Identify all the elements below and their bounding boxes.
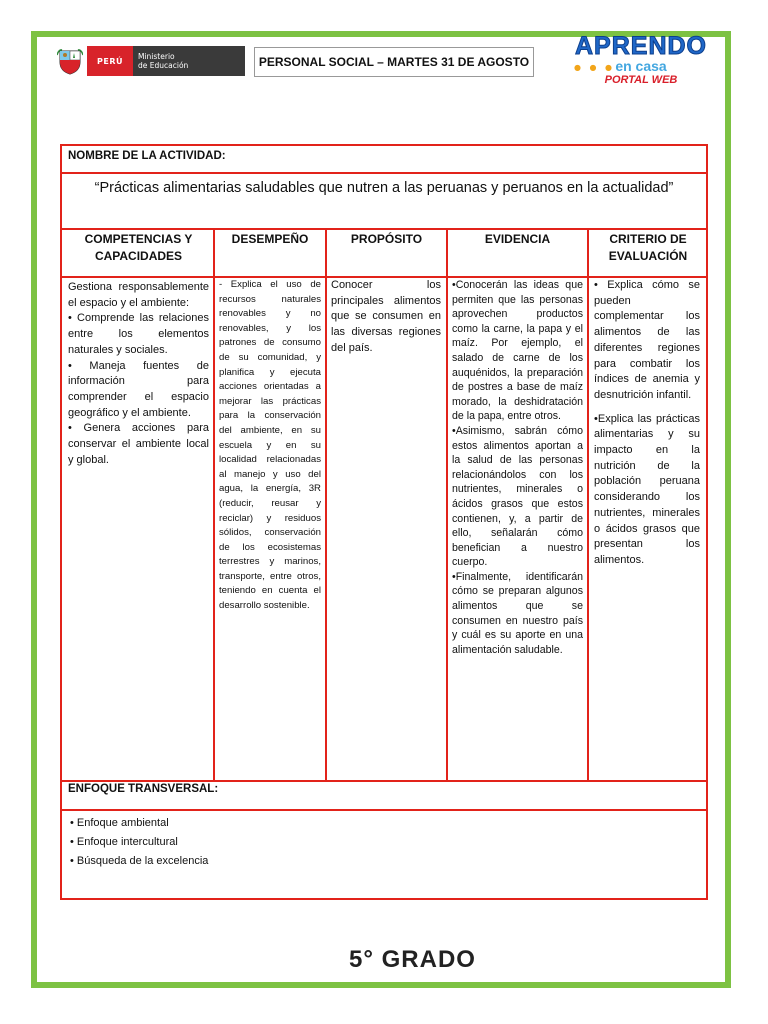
enfoque-item: • Enfoque intercultural bbox=[70, 836, 178, 848]
ministry-line-1: Ministerio bbox=[138, 52, 175, 61]
competencia-item: Gestiona responsablemente el espacio y el ambiente: bbox=[68, 281, 209, 309]
minedu-logo bbox=[57, 46, 245, 76]
peru-coat-of-arms-icon bbox=[57, 47, 83, 75]
ministry-label bbox=[133, 46, 245, 76]
peru-label: PERÚ bbox=[87, 46, 133, 76]
evidencia-item: •Conocerán las ideas que permiten que las personas aprovechen productos como la carne, la papa y el maíz. Por ejemplo, el salado de carne de los auquénidos, la preparación de postres a base de maíz morado, la deshidratación de la papa, entre otros. bbox=[452, 279, 583, 423]
aprendo-en-casa-logo bbox=[566, 32, 716, 90]
competencias-cell bbox=[68, 280, 209, 468]
column-header-evidencia: EVIDENCIA bbox=[484, 232, 551, 246]
evidencia-item: •Asimismo, sabrán cómo estos alimentos aportan a la salud de las personas relacionándolos con los nutrientes, minerales o ácidos grasos que estos contienen, y, a partir de ello, señalarán cómo benefician a nuestro cuerpo. bbox=[452, 424, 583, 569]
activity-title: “Prácticas alimentarias saludables que nutren a las peruanas y peruanos en la actualidad” bbox=[94, 180, 674, 196]
ministry-line-2: de Educación bbox=[138, 61, 189, 70]
grade-label: 5° GRADO bbox=[349, 946, 476, 973]
criterio-cell bbox=[594, 278, 700, 569]
brand-line-2: en casa bbox=[615, 58, 667, 74]
column-header-desempeno: DESEMPEÑO bbox=[231, 232, 309, 246]
column-header-criterio: CRITERIO DE EVALUACIÓN bbox=[608, 232, 688, 263]
competencia-item: • Genera acciones para conservar el ambiente local y global. bbox=[68, 422, 209, 466]
column-header-competencias: COMPETENCIAS Y CAPACIDADES bbox=[84, 232, 193, 263]
evidencia-item: •Finalmente, identificarán cómo se preparan algunos alimentos que se consumen en nuestro país y cuál es su aporte en una alimentación saludable. bbox=[452, 570, 583, 656]
enfoques-list bbox=[70, 814, 690, 871]
decorative-dots-icon: ● ● ● bbox=[574, 63, 616, 72]
competencia-item: • Comprende las relaciones entre los elementos naturales y sociales. bbox=[68, 312, 209, 356]
activity-label: NOMBRE DE LA ACTIVIDAD: bbox=[68, 150, 226, 162]
competencia-item: • Maneja fuentes de información para comprender el espacio geográfico y el ambiente. bbox=[68, 359, 209, 419]
brand-line-1: APRENDO bbox=[574, 32, 707, 60]
criterio-item: •Explica las prácticas alimentarias y su impacto en la nutrición de la población peruana considerando los nutrientes, minerales o ácidos grasos que presentan los alimentos. bbox=[594, 412, 700, 566]
brand-line-3: PORTAL WEB bbox=[604, 74, 678, 86]
enfoque-label: ENFOQUE TRANSVERSAL: bbox=[68, 783, 219, 795]
activity-table bbox=[60, 144, 708, 900]
criterio-item: • Explica cómo se pueden complementar los alimentos de las diferentes regiones para combatir los índices de anemia y desnutrición infantil. bbox=[594, 279, 700, 401]
proposito-cell: Conocer los principales alimentos que se consumen en las diversas regiones del país. bbox=[331, 279, 441, 354]
column-header-proposito: PROPÓSITO bbox=[350, 232, 423, 246]
page-title: PERSONAL SOCIAL – MARTES 31 DE AGOSTO bbox=[254, 47, 534, 77]
enfoque-item: • Búsqueda de la excelencia bbox=[70, 855, 209, 867]
desempeno-cell: - Explica el uso de recursos naturales renovables y no renovables, y los patrones de consumo de su comunidad, y planifica y ejecuta acciones orientadas a mejorar las prácticas para la conservación del ambiente, en su escuela y en su localidad relacionadas al manejo y uso del agua, la energía, 3R (reducir, reusar y reciclar) y residuos sólidos, conservación de los ecosistemas terrestres y marinos, transporte, entre otros, teniendo en cuenta el desarrollo sostenible. bbox=[219, 279, 321, 612]
enfoque-item: • Enfoque ambiental bbox=[70, 817, 169, 829]
evidencia-cell bbox=[452, 278, 583, 657]
